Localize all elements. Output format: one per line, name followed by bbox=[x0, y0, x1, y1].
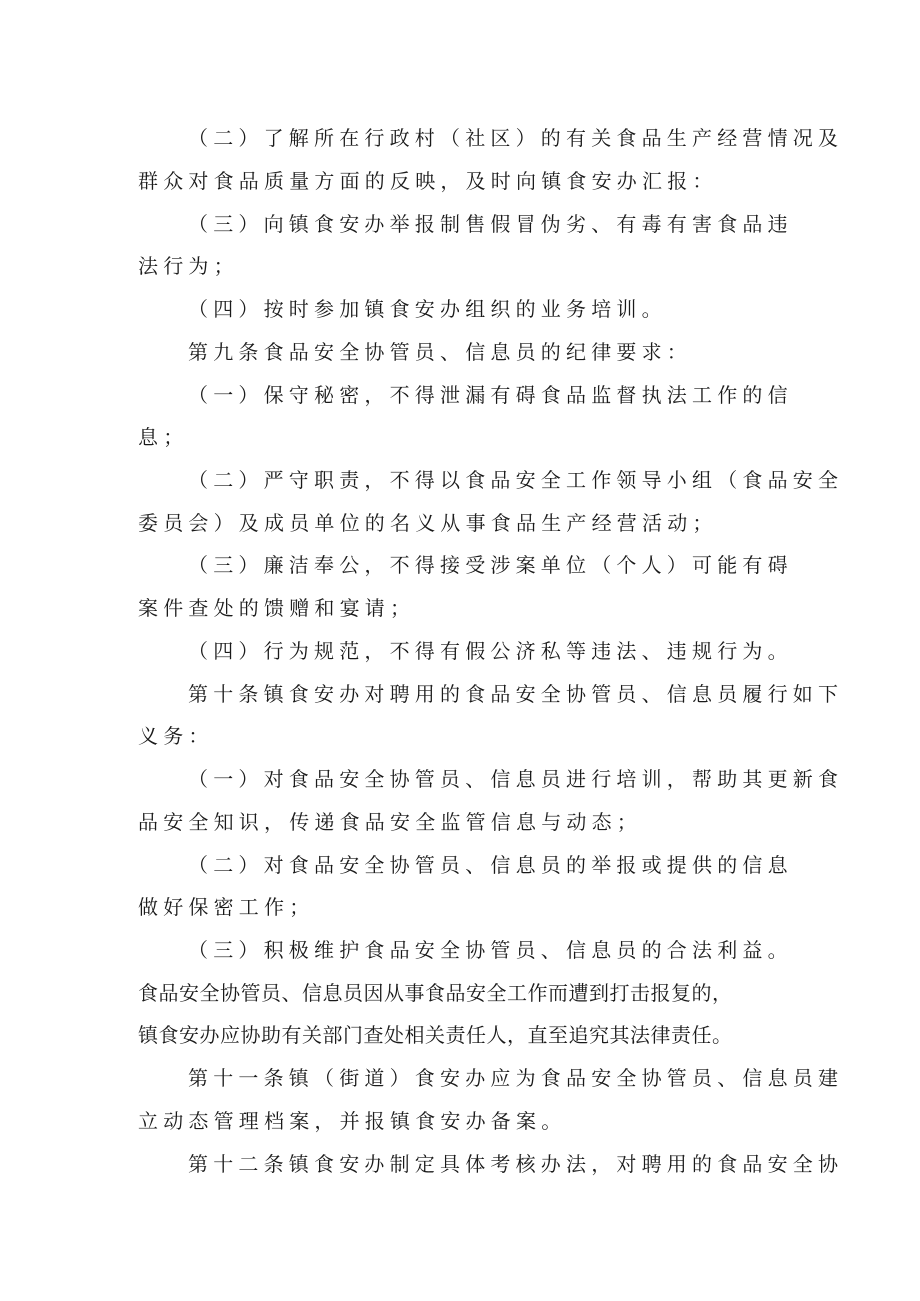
text-line-2: 群众对食品质量方面的反映，及时向镇食安办汇报： bbox=[138, 169, 718, 193]
text-line-25: 第十二条镇食安办制定具体考核办法，对聘用的食品安全协 bbox=[188, 1152, 844, 1176]
text-line-22: 镇食安办应协助有关部门查处相关责任人，直至追究其法律责任。 bbox=[138, 1023, 733, 1047]
text-line-3: （三）向镇食安办举报制售假冒伪劣、有毒有害食品违 bbox=[188, 212, 793, 236]
text-line-1: （二）了解所在行政村（社区）的有关食品生产经营情况及 bbox=[188, 126, 844, 150]
text-line-6: 第九条食品安全协管员、信息员的纪律要求： bbox=[188, 340, 692, 364]
text-line-12: 案件查处的馈赠和宴请； bbox=[138, 596, 416, 620]
text-line-10: 委员会）及成员单位的名义从事食品生产经营活动； bbox=[138, 511, 718, 535]
text-line-15: 义务： bbox=[138, 724, 214, 748]
text-line-9: （二）严守职责，不得以食品安全工作领导小组（食品安全 bbox=[188, 468, 844, 492]
text-line-20: （三）积极维护食品安全协管员、信息员的合法利益。 bbox=[188, 938, 793, 962]
text-line-14: 第十条镇食安办对聘用的食品安全协管员、信息员履行如下 bbox=[188, 682, 844, 706]
text-line-5: （四）按时参加镇食安办组织的业务培训。 bbox=[188, 297, 667, 321]
text-line-18: （二）对食品安全协管员、信息员的举报或提供的信息 bbox=[188, 853, 793, 877]
text-line-17: 品安全知识，传递食品安全监管信息与动态； bbox=[138, 810, 642, 834]
text-line-4: 法行为； bbox=[138, 254, 239, 278]
text-line-16: （一）对食品安全协管员、信息员进行培训，帮助其更新食 bbox=[188, 767, 844, 791]
text-line-19: 做好保密工作； bbox=[138, 895, 315, 919]
text-line-7: （一）保守秘密，不得泄漏有碍食品监督执法工作的信 bbox=[188, 383, 793, 407]
text-line-8: 息； bbox=[138, 425, 189, 449]
text-line-23: 第十一条镇（街道）食安办应为食品安全协管员、信息员建 bbox=[188, 1066, 844, 1090]
text-line-13: （四）行为规范，不得有假公济私等违法、违规行为。 bbox=[188, 639, 793, 663]
text-line-11: （三）廉洁奉公，不得接受涉案单位（个人）可能有碍 bbox=[188, 553, 793, 577]
text-line-21: 食品安全协管员、信息员因从事食品安全工作而遭到打击报复的， bbox=[138, 981, 733, 1005]
text-line-24: 立动态管理档案，并报镇食安办备案。 bbox=[138, 1109, 567, 1133]
